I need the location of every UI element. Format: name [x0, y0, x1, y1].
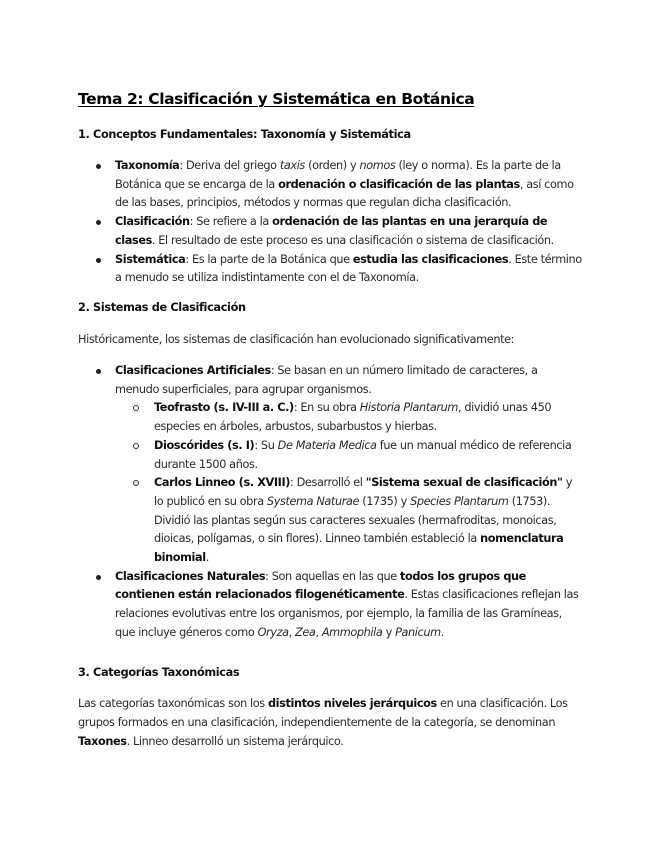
- section-1-list: [94, 157, 584, 288]
- sublist-item-dioscorides: Dioscórides (s. I): Su De Materia Medica fue un manual médico de referencia durante 1500 años.: [135, 437, 584, 474]
- term-artificiales: Clasificaciones Artificiales: [115, 364, 271, 377]
- list-item-sistematica: Sistemática: Es la parte de la Botánica que estudia las clasificaciones. Este término a menudo se utiliza indistintamente con el de Taxonomía.: [94, 251, 584, 288]
- term-sistematica: Sistemática: [115, 252, 186, 266]
- section-3-paragraph: Las categorías taxonómicas son los distintos niveles jerárquicos en una clasificación. Los grupos formados en una clasificación, independientemente de la categoría, se denominan Taxones. Linneo desarrolló un sistema jerárquico.: [78, 697, 568, 749]
- term-clasificacion: Clasificación: [115, 215, 190, 229]
- list-item-clasificaciones-artificiales: Clasificaciones Artificiales: Se basan en un número limitado de caracteres, a menudo superficiales, para agrupar organismos. Teofrasto (s. IV-III a. C.): En su obra Historia Plantarum, dividió unas 450 especies en árboles, arbustos, subarbustos y hierbas. Dioscórides (s. I): Su De Materia Medica fue un manual médico de referencia durante 1500 años. Carlos Linneo (s. XVIII): Desarrolló el "Sistema sexual de clasificación" y lo publicó en su obra Systema Naturae (1735) y Species Plantarum (1753). Dividió las plantas según sus caracteres sexuales (hermafroditas, monoicas, dioicas, polígamas, o sin flores). Linneo también estableció la nomenclatura binomial.: [94, 362, 584, 568]
- term-taxonomia: Taxonomía: [115, 159, 180, 172]
- sublist-item-teofrasto: Teofrasto (s. IV-III a. C.): En su obra Historia Plantarum, dividió unas 450 especies en árboles, arbustos, subarbustos y hierbas.: [135, 399, 584, 436]
- section-3-heading: 3. Categorías Taxonómicas: [78, 666, 240, 679]
- section-2-intro: Históricamente, los sistemas de clasificación han evolucionado significativamente:: [78, 333, 515, 346]
- list-item-clasificacion: Clasificación: Se refiere a la ordenación de las plantas en una jerarquía de clases. El resultado de este proceso es una clasificación o sistema de clasificación.: [94, 213, 584, 250]
- term-naturales: Clasificaciones Naturales: [115, 569, 266, 583]
- document-title: Tema 2: Clasificación y Sistemática en Botánica: [78, 90, 475, 108]
- section-1-heading: 1. Conceptos Fundamentales: Taxonomía y Sistemática: [78, 128, 411, 141]
- section-2-heading: 2. Sistemas de Clasificación: [78, 301, 246, 314]
- list-item-clasificaciones-naturales: Clasificaciones Naturales: Son aquellas en las que todos los grupos que contienen están relacionados filogenéticamente. Estas clasificaciones reflejan las relaciones evolutivas entre los organismos, por ejemplo, la familia de las Gramíneas, que incluye géneros como Oryza, Zea, Ammophila y Panicum.: [94, 568, 584, 643]
- list-item-taxonomia: Taxonomía: Deriva del griego taxis (orden) y nomos (ley o norma). Es la parte de la Botánica que se encarga de la ordenación o clasificación de las plantas, así como de las bases, principios, métodos y normas que regulan dicha clasificación.: [94, 157, 584, 213]
- section-2-list: [94, 362, 584, 643]
- artificial-sublist: [115, 399, 584, 567]
- sublist-item-linneo: Carlos Linneo (s. XVIII): Desarrolló el "Sistema sexual de clasificación" y lo publicó en su obra Systema Naturae (1735) y Species Plantarum (1753). Dividió las plantas según sus caracteres sexuales (hermafroditas, monoicas, dioicas, polígamas, o sin flores). Linneo también estableció la nomenclatura binomial.: [135, 474, 584, 568]
